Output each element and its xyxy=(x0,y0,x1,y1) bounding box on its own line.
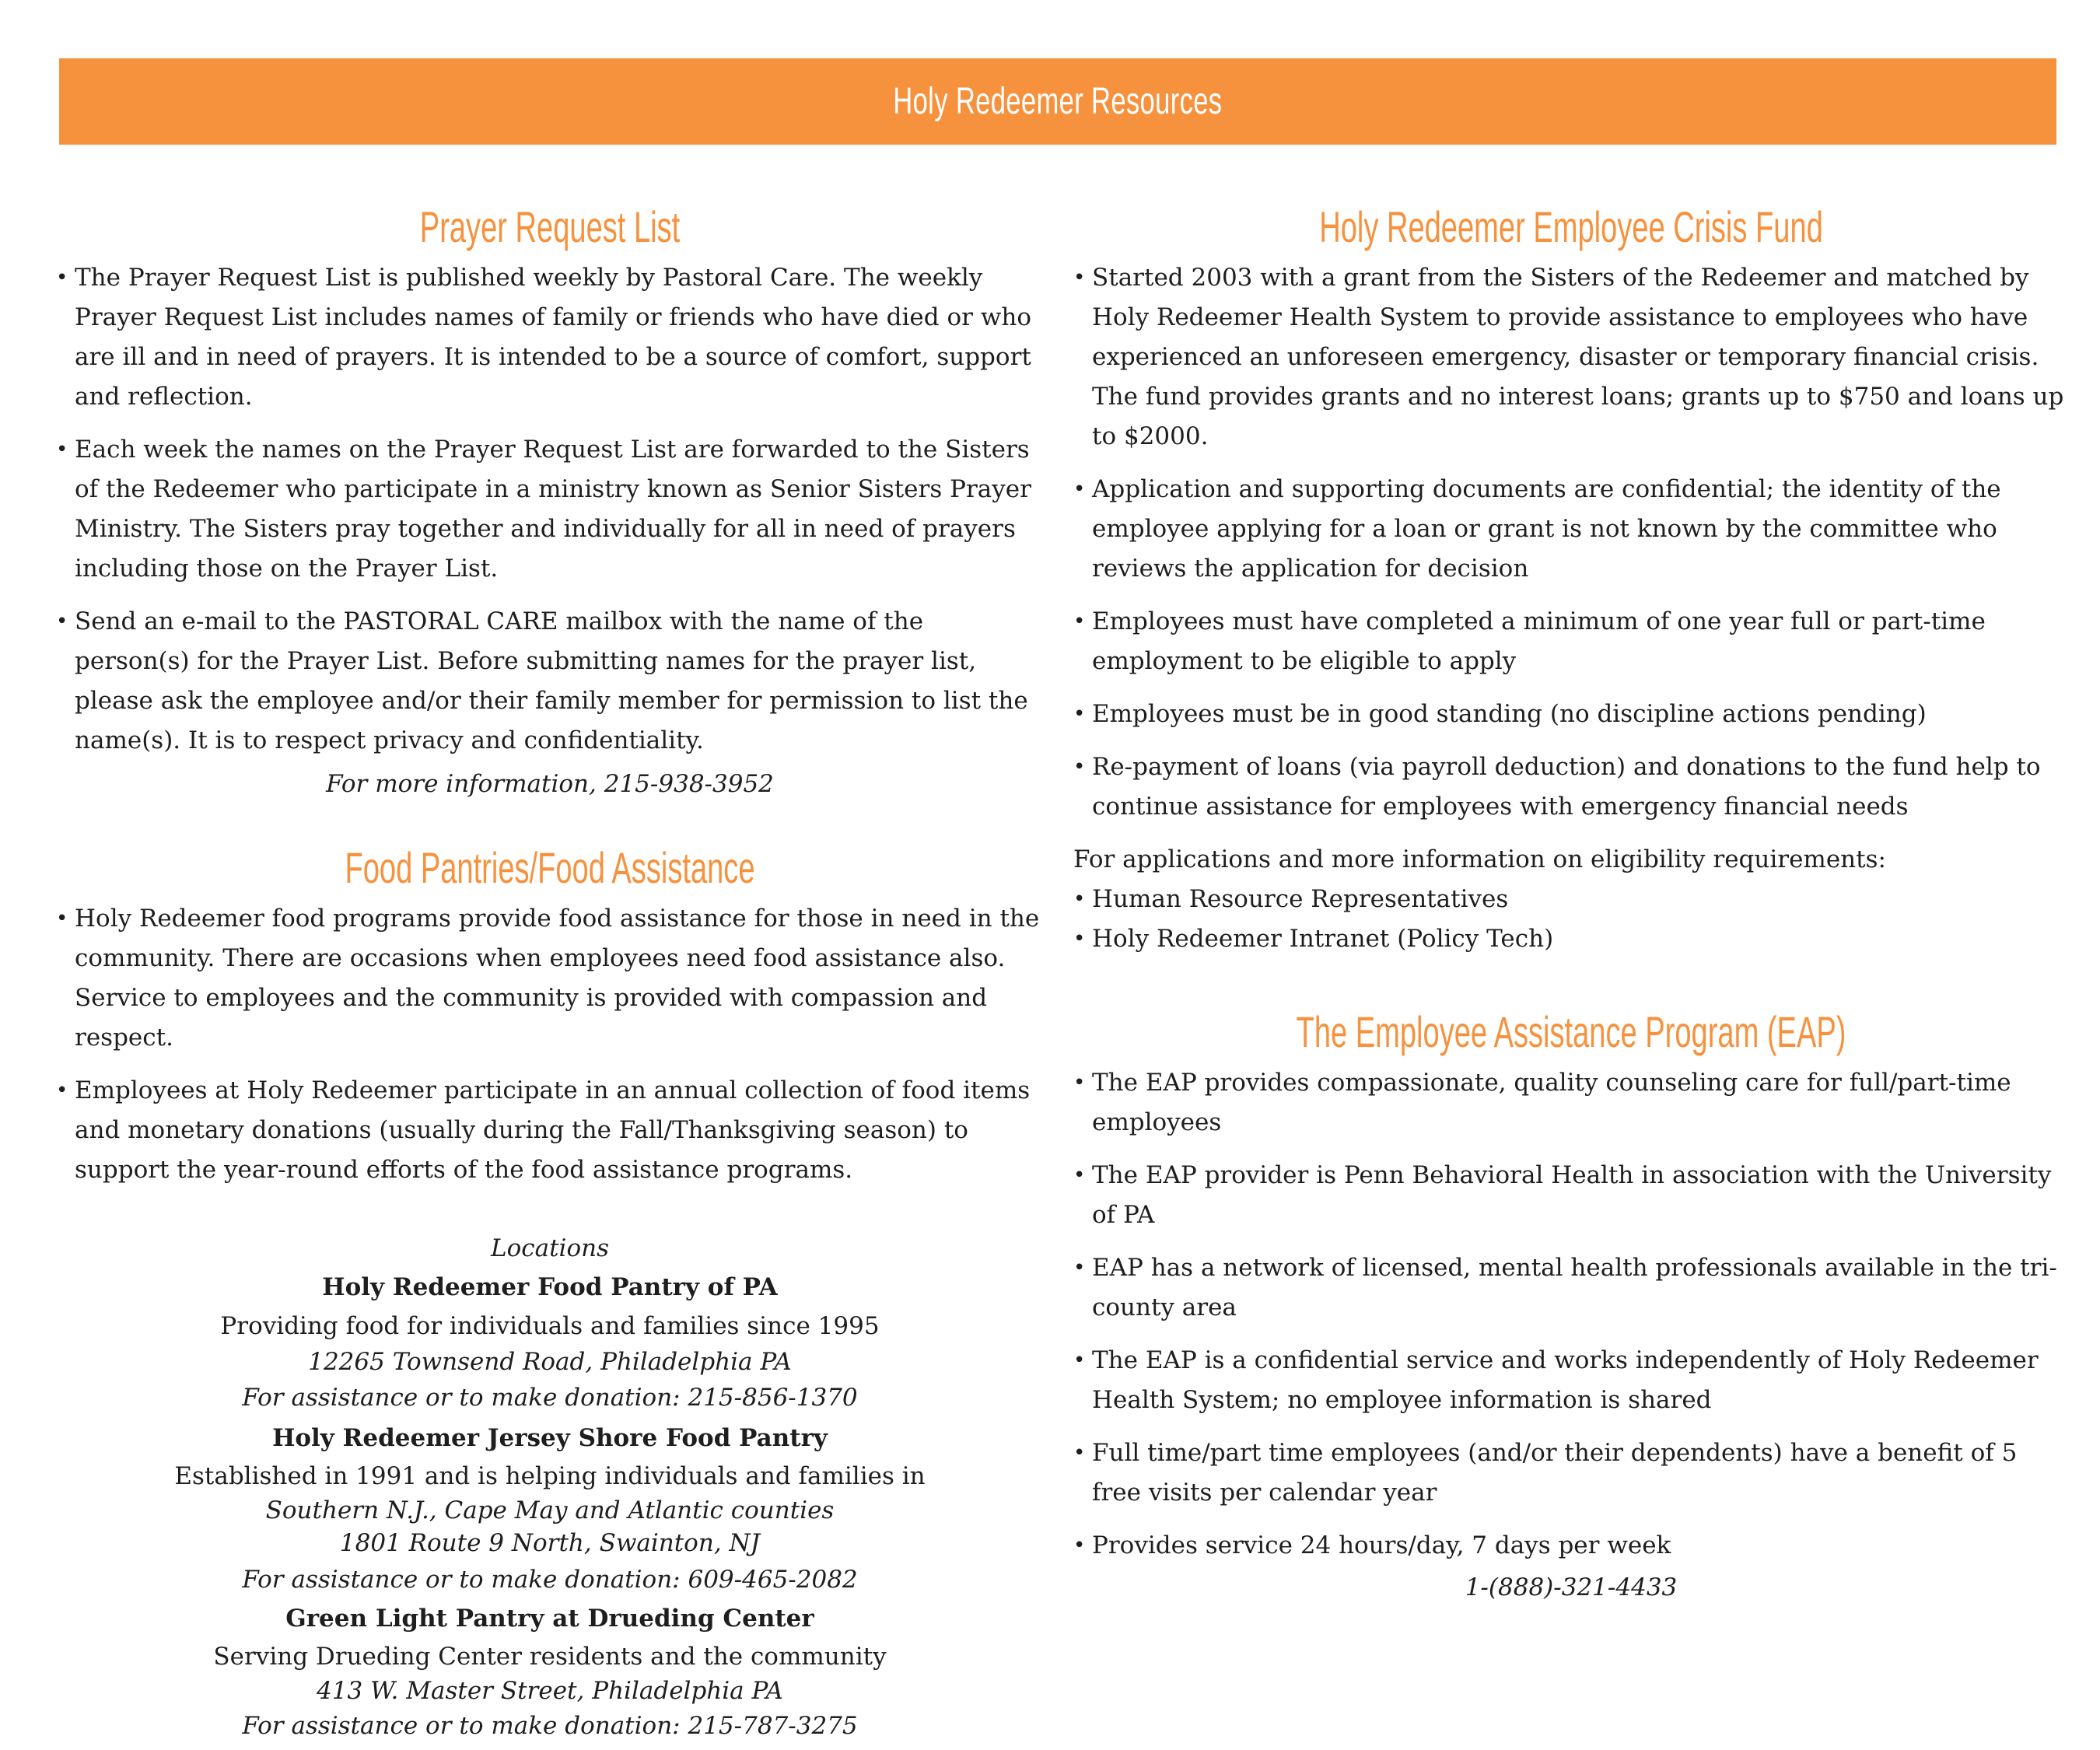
list-item: • Re-payment of loans (via payroll deduction) and donations to the fund help to continue assistance for employees with emergency financial needs xyxy=(1073,747,2069,827)
prayer-contact-info: For more information, 215-938-3952 xyxy=(326,770,774,798)
list-item: • Provides service 24 hours/day, 7 days per week xyxy=(1073,1526,2069,1566)
prayer-section-title: Prayer Request List xyxy=(419,202,681,251)
list-item: • EAP has a network of licensed, mental health professionals available in the tri-county area xyxy=(1073,1248,2069,1328)
location-address: 413 W. Master Street, Philadelphia PA xyxy=(317,1677,783,1705)
food-section-title: Food Pantries/Food Assistance xyxy=(345,843,755,892)
location-description: Serving Drueding Center residents and the community xyxy=(213,1643,887,1671)
list-item: • Holy Redeemer food programs provide food assistance for those in need in the community. There are occasions when employees need food assistance also. Service to employees and the community is provided with compassion and respect. xyxy=(56,899,1044,1058)
location-card xyxy=(56,1268,1044,1417)
locations-label: Locations xyxy=(490,1234,609,1262)
location-contact: For assistance or to make donation: 215-856-1370 xyxy=(242,1384,858,1412)
location-contact: For assistance or to make donation: 609-465-2082 xyxy=(242,1566,858,1594)
location-card xyxy=(56,1599,1044,1745)
eap-section-title: The Employee Assistance Program (EAP) xyxy=(1296,1007,1846,1056)
crisis-section-title: Holy Redeemer Employee Crisis Fund xyxy=(1319,202,1823,251)
eap-bullet-list xyxy=(1073,1063,2069,1566)
list-item: • Started 2003 with a grant from the Sisters of the Redeemer and matched by Holy Redeemer Health System to provide assistance to employees who have experienced an unforeseen emergency, disaster or temporary financial crisis. The fund provides grants and no interest loans; grants up to $750 and loans up to $2000. xyxy=(1073,258,2069,457)
location-card xyxy=(56,1419,1044,1599)
list-item: • Each week the names on the Prayer Request List are forwarded to the Sisters of the Redeemer who participate in a ministry known as Senior Sisters Prayer Ministry. The Sisters pray together and individually for all in need of prayers including those on the Prayer List. xyxy=(56,430,1044,589)
list-item: • The Prayer Request List is published weekly by Pastoral Care. The weekly Prayer Request List includes names of family or friends who have died or who are ill and in need of prayers. It is intended to be a source of comfort, support and reflection. xyxy=(56,258,1044,417)
right-column xyxy=(1073,201,2069,1607)
location-region: Southern N.J., Cape May and Atlantic counties xyxy=(265,1496,835,1524)
list-item: • Full time/part time employees (and/or their dependents) have a benefit of 5 free visits per calendar year xyxy=(1073,1433,2069,1513)
location-name: Holy Redeemer Food Pantry of PA xyxy=(322,1273,778,1301)
location-address: 12265 Townsend Road, Philadelphia PA xyxy=(308,1348,792,1376)
location-name: Green Light Pantry at Drueding Center xyxy=(285,1605,814,1633)
list-item: • Holy Redeemer Intranet (Policy Tech) xyxy=(1073,919,2069,959)
list-item: • The EAP provider is Penn Behavioral Health in association with the University of PA xyxy=(1073,1156,2069,1235)
list-item: • The EAP provides compassionate, quality counseling care for full/part-time employees xyxy=(1073,1063,2069,1143)
location-description: Providing food for individuals and families since 1995 xyxy=(220,1312,880,1340)
page-title: Holy Redeemer Resources xyxy=(893,81,1223,122)
list-item: • Application and supporting documents are confidential; the identity of the employee applying for a loan or grant is not known by the committee who reviews the application for decision xyxy=(1073,470,2069,589)
crisis-bullet-list xyxy=(1073,258,2069,827)
prayer-bullet-list xyxy=(56,258,1044,761)
list-item: • The EAP is a confidential service and works independently of Holy Redeemer Health System; no employee information is shared xyxy=(1073,1341,2069,1420)
list-item: • Send an e-mail to the PASTORAL CARE mailbox with the name of the person(s) for the Prayer List. Before submitting names for the prayer list, please ask the employee and/or their family member for permission to list the name(s). It is to respect privacy and confidentiality. xyxy=(56,602,1044,761)
crisis-info-list xyxy=(1073,880,2069,959)
location-address: 1801 Route 9 North, Swainton, NJ xyxy=(339,1529,761,1557)
list-item: • Employees must have completed a minimum of one year full or part-time employment to be eligible to apply xyxy=(1073,602,2069,681)
crisis-info-label: For applications and more information on eligibility requirements: xyxy=(1073,845,1886,873)
food-bullet-list xyxy=(56,899,1044,1190)
list-item: • Employees at Holy Redeemer participate in an annual collection of food items and monetary donations (usually during the Fall/Thanksgiving season) to support the year-round efforts of the food assistance programs. xyxy=(56,1071,1044,1190)
header-banner xyxy=(59,58,2056,145)
location-name: Holy Redeemer Jersey Shore Food Pantry xyxy=(272,1424,828,1452)
location-description: Established in 1991 and is helping individuals and families in xyxy=(174,1462,926,1490)
left-column xyxy=(56,201,1044,1745)
list-item: • Employees must be in good standing (no discipline actions pending) xyxy=(1073,695,2069,734)
list-item: • Human Resource Representatives xyxy=(1073,880,2069,919)
eap-phone: 1-(888)-321-4433 xyxy=(1465,1573,1678,1601)
location-contact: For assistance or to make donation: 215-787-3275 xyxy=(242,1712,858,1740)
